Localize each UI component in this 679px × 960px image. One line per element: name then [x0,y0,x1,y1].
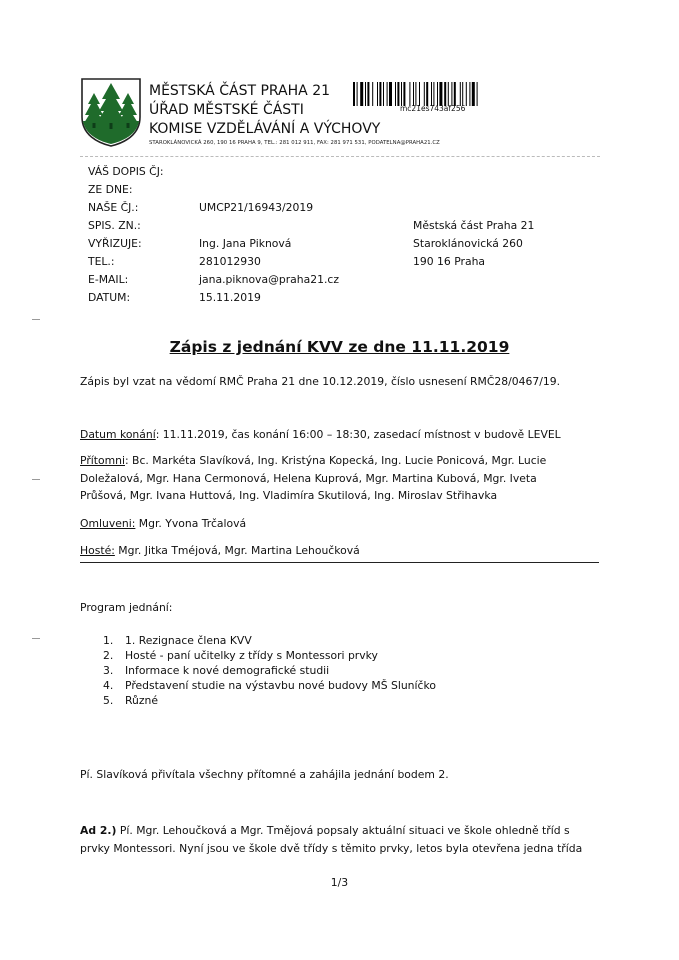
barcode-bar [353,82,355,106]
program-list [103,633,436,708]
barcode-bar [469,82,470,106]
barcode-bar [424,82,425,106]
intro-paragraph: Zápis byl vzat na vědomí RMČ Praha 21 dne 10.12.2019, číslo usnesení RMČ28/0467/19. [80,375,561,388]
barcode [353,82,525,106]
fold-mark [32,638,40,639]
barcode-bar [415,82,416,106]
header-labels [88,163,164,307]
pritomni [80,452,546,505]
pritomni-label: Přítomni [80,454,125,467]
pritomni-line-3: Průšová, Mgr. Ivana Huttová, Ing. Vladimíra Skutilová, Ing. Miroslav Střihavka [80,489,498,502]
barcode-bar [377,82,378,106]
letterhead-address: STAROKLÁNOVICKÁ 260, 190 16 PRAHA 9, TEL.: 281 012 911, FAX: 281 971 531, PODATELNA@PRAHA21.CZ [149,140,440,146]
fold-mark [32,319,40,320]
hoste-text: Mgr. Jitka Tméjová, Mgr. Martina Lehoučková [114,544,360,557]
letterhead-line-1: MĚSTSKÁ ČÁST PRAHA 21 [149,83,331,99]
value-vyrizuje: Ing. Jana Piknová [199,237,292,250]
label-datum: DATUM: [88,291,131,304]
list-item: 4. Představení studie na výstavbu nové budovy MŠ Sluníčko [103,679,436,692]
letterhead-line-2: ÚŘAD MĚSTSKÉ ČÁSTI [149,102,304,118]
label-email: E-MAIL: [88,273,129,286]
barcode-bar [477,82,478,106]
barcode-bar [379,82,381,106]
barcode-bar [466,82,467,106]
header-divider [80,156,600,157]
barcode-bar [365,82,366,106]
barcode-bar [372,82,373,106]
value-nase-cj: UMCP21/16943/2019 [199,201,314,214]
value-email[interactable]: jana.piknova@praha21.cz [199,273,340,286]
barcode-bar [439,82,442,106]
value-spis-zn-empty [199,217,339,235]
municipality-logo [80,77,142,147]
hoste [80,542,360,560]
list-item: 1. 1. Rezignace člena KVV [103,634,252,647]
program-heading: Program jednání: [80,601,173,614]
list-item: 3. Informace k nové demografické studii [103,664,330,677]
label-vas-dopis: VÁŠ DOPIS ČJ: [88,165,164,178]
label-vyrizuje: VYŘIZUJE: [88,237,142,250]
section-rule [80,562,599,563]
barcode-bar [431,82,432,106]
barcode-bar [444,82,446,106]
hoste-label: Hosté: [80,544,115,557]
ad2-line-2: prvky Montessori. Nyní jsou ve škole dvě třídy s těmito prvky, letos byla otevřena jedna třída [80,841,583,855]
recipient-line-3: 190 16 Praha [413,255,486,268]
label-nase-cj: NAŠE ČJ.: [88,201,139,214]
ad2-text: Pí. Mgr. Lehoučková a Mgr. Tmějová popsaly aktuální situaci ve škole ohledně tříd s [116,824,570,837]
barcode-bar [413,82,414,106]
barcode-bar [433,82,434,106]
header-values [199,199,339,307]
pritomni-text: : Bc. Markéta Slavíková, Ing. Kristýna Kopecká, Ing. Lucie Ponicová, Mgr. Lucie [124,454,547,467]
fold-mark [32,479,40,480]
recipient-line-2: Staroklánovická 260 [413,237,523,250]
barcode-bar [437,82,438,106]
ad2-label: Ad 2.) [80,824,117,837]
barcode-bar [397,82,399,106]
barcode-bar [360,82,363,106]
omluveni-label: Omluveni: [80,517,136,530]
list-item: 2. Hosté - paní učitelky z třídy s Montessori prvky [103,649,378,662]
omluveni-text: Mgr. Yvona Trčalová [135,517,247,530]
barcode-bar [451,82,452,106]
barcode-bar [426,82,428,106]
barcode-bar [419,82,420,106]
opening-paragraph: Pí. Slavíková přivítala všechny přítomné a zahájila jednání bodem 2. [80,768,449,781]
label-tel: TEL.: [88,255,115,268]
barcode-bar [462,82,463,106]
barcode-bar [395,82,396,106]
barcode-bar [367,82,369,106]
datum-konani-label: Datum konání [80,428,156,441]
barcode-bar [389,82,392,106]
recipient-line-1: Městská část Praha 21 [413,219,535,232]
label-spis-zn: SPIS. ZN.: [88,219,141,232]
value-tel: 281012930 [199,255,261,268]
ad2-paragraph [80,822,582,857]
omluveni [80,515,246,533]
pritomni-line-2: Doležalová, Mgr. Hana Cermonová, Helena Kuprová, Mgr. Martina Kubová, Mgr. Iveta [80,471,537,485]
barcode-bar [448,82,449,106]
page-number: 1/3 [330,876,349,889]
value-datum: 15.11.2019 [199,291,261,304]
barcode-bar [472,82,475,106]
barcode-text: mc21es743af256 [400,104,466,113]
barcode-bar [387,82,388,106]
recipient-address [413,217,534,271]
barcode-bar [383,82,384,106]
datum-konani-text: : 11.11.2019, čas konání 16:00 – 18:30, zasedací místnost v budově LEVEL [155,428,561,441]
barcode-bar [454,82,456,106]
letterhead-line-3: KOMISE VZDĚLÁVÁNÍ A VÝCHOVY [149,121,381,137]
barcode-bar [460,82,461,106]
list-item: 5. Různé [103,694,159,707]
document-title: Zápis z jednání KVV ze dne 11.11.2019 [169,338,510,356]
label-ze-dne: ZE DNE: [88,183,133,196]
datum-konani [80,426,561,444]
barcode-bar [409,82,410,106]
barcode-bar [401,82,402,106]
barcode-bar [403,82,405,106]
barcode-bar [357,82,358,106]
